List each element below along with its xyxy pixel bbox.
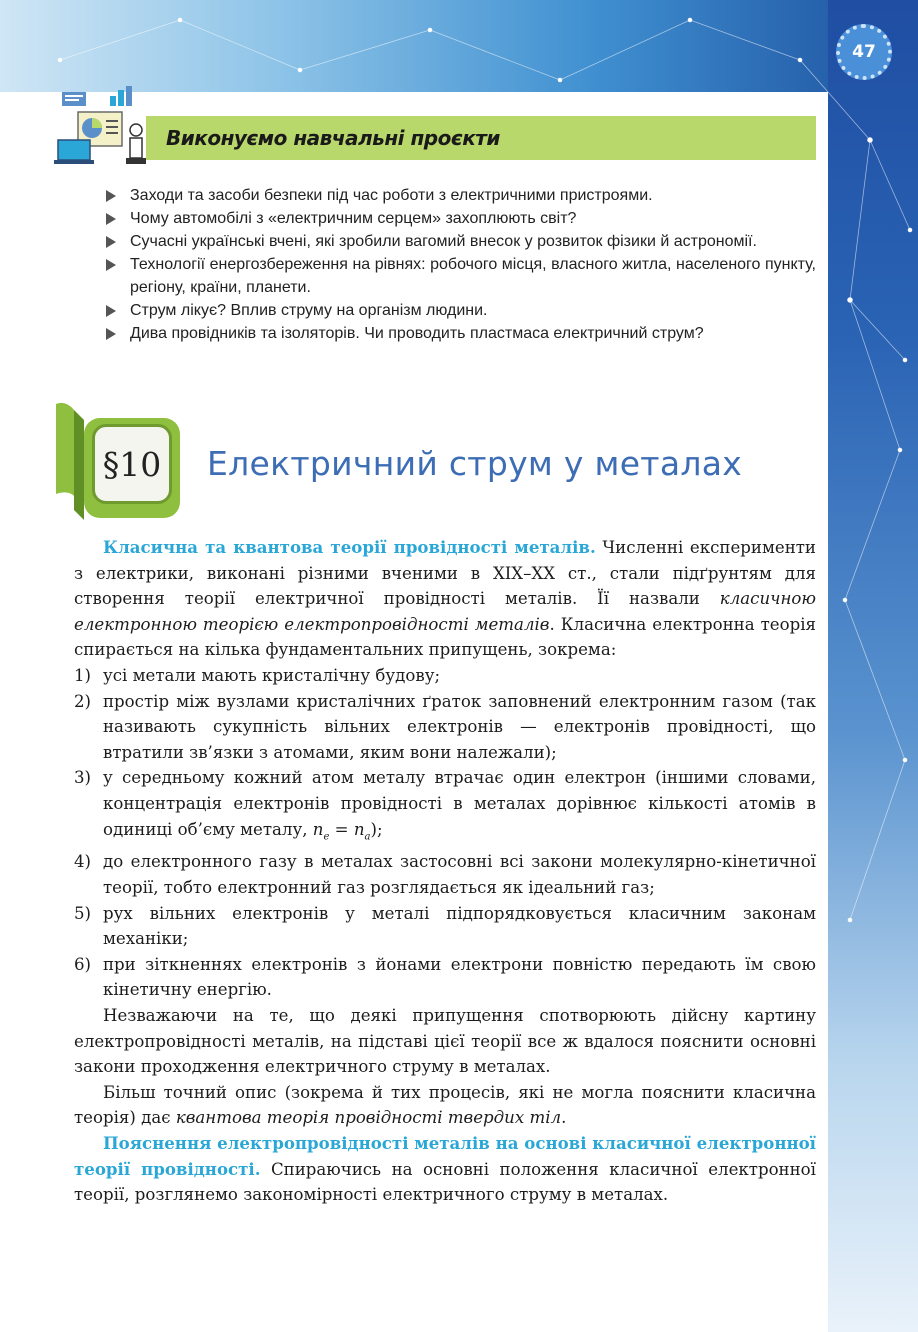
page-number: 47 [836, 24, 892, 80]
list-item: 5) рух вільних електронів у металі підпорядковується класичним законам механіки; [74, 903, 816, 949]
bullet-triangle-icon [106, 305, 116, 317]
list-item: 2) простір між вузлами кристалічних ґраток заповнений електронним газом (так називають сукупність вільних електронів — електронів провідності, що втратили зв’язки з атомами, яким вони належали); [74, 691, 816, 762]
paragraph-heading: Пояснення електропровідності металів на основі класичної електронної теорії провідності. [74, 1132, 816, 1179]
section-title: Електричний струм у металах [207, 444, 743, 483]
bullet-triangle-icon [106, 328, 116, 340]
list-item: 1) усі метали мають кристалічну будову; [74, 665, 441, 685]
list-item: 6) при зіткненнях електронів з йонами електрони повністю передають їм свою кінетичну енергію. [74, 954, 816, 1000]
paragraph: Більш точний опис (зокрема й тих процесів, які не могла пояснити класична теорія) дає квантова теорія провідності твердих тіл. [74, 1082, 816, 1128]
list-item: Технології енергозбереження на рівнях: робочого місця, власного житла, населеного пункту, регіону, країни, планети. [104, 253, 816, 299]
main-text [74, 535, 816, 1208]
list-item: Заходи та засоби безпеки під час роботи з електричними пристроями. [104, 184, 816, 207]
assumptions-list [74, 663, 816, 1003]
list-item: Чому автомобілі з «електричним серцем» захоплюють світ? [104, 207, 816, 230]
projects-header-bar [146, 116, 816, 160]
list-item: 3) у середньому кожний атом металу втрачає один електрон (іншими словами, концентрація електронів провідності в металах дорівнює кількості атомів в одиниці об’єму металу, $n_e = n_a$); [74, 768, 816, 842]
formula: $n_e$ [312, 819, 330, 842]
list-item: Сучасні українські вчені, які зробили вагомий внесок у розвиток фізики й астрономії. [104, 230, 816, 253]
bullet-triangle-icon [106, 259, 116, 271]
section-number: §10 [92, 424, 172, 504]
bullet-triangle-icon [106, 190, 116, 202]
paragraph: Пояснення електропровідності металів на основі класичної електронної теорії провідності. Спираючись на основні положення класичної електронної теорії, розглянемо закономірності електричного струму в металах. [74, 1132, 816, 1205]
bullet-triangle-icon [106, 236, 116, 248]
list-item: 4) до електронного газу в металах застосовні всі закони молекулярно-кінетичної теорії, тобто електронний газ розглядається як ідеальний газ; [74, 852, 816, 898]
projects-list [104, 184, 816, 345]
project-presentation-icon [52, 86, 152, 170]
paragraph: Класична та квантова теорії провідності металів. Численні експерименти з електрики, виконані різними вченими в XIX–XX ст., стали підґрунтям для створення теорії електричної провідності металів. Її назвали класичною електронною теорією електропровідності металів. Класична електронна теорія спирається на кілька фундаментальних припущень, зокрема: [74, 537, 816, 660]
list-item: Дива провідників та ізоляторів. Чи проводить пластмаса електричний струм? [104, 322, 816, 345]
paragraph: Незважаючи на те, що деякі припущення спотворюють дійсну картину електропровідності металів, на підставі цієї теорії все ж вдалося пояснити основні закони проходження електричного струму в металах. [74, 1006, 816, 1077]
bullet-triangle-icon [106, 213, 116, 225]
list-item: Струм лікує? Вплив струму на організм людини. [104, 299, 816, 322]
projects-title: Виконуємо навчальні проєкти [166, 126, 500, 150]
paragraph-heading: Класична та квантова теорії провідності металів. [103, 537, 596, 557]
